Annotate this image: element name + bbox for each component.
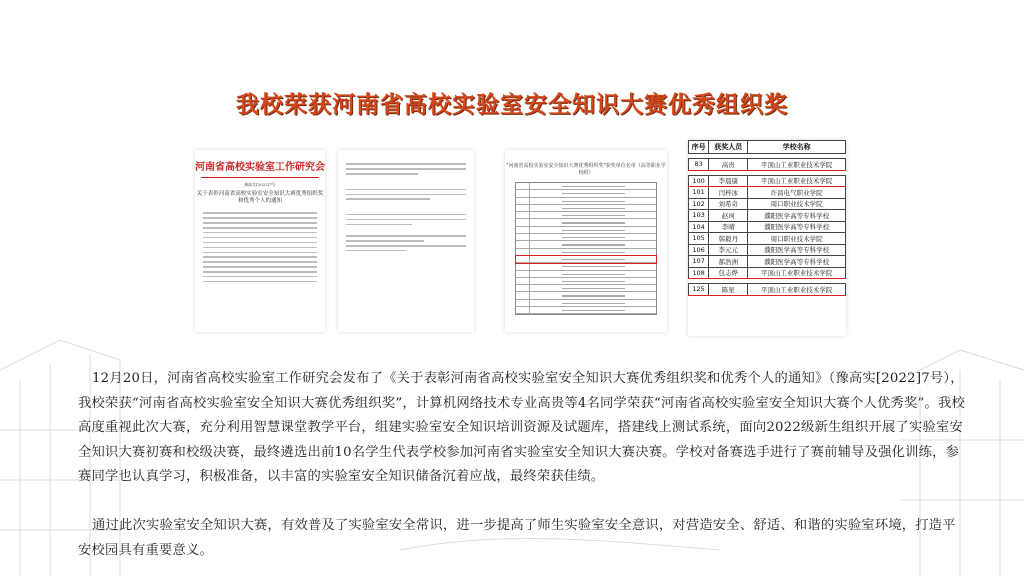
individual-award-table-image xyxy=(688,140,846,336)
award-unit-list-image xyxy=(505,150,667,332)
winner-name: 李元元 xyxy=(709,244,748,256)
highlighted-school-row xyxy=(516,256,656,263)
table-row xyxy=(689,198,846,210)
row-number: 101 xyxy=(689,187,709,199)
table-row xyxy=(689,284,846,296)
award-unit-table xyxy=(515,182,657,315)
school-name: 周口职业技术学院 xyxy=(748,233,846,245)
row-number: 104 xyxy=(689,221,709,233)
table-row xyxy=(689,244,846,256)
winner-name: 闫梓冰 xyxy=(709,187,748,199)
column-header: 学校名称 xyxy=(748,141,846,154)
school-name: 平顶山工业职业技术学院 xyxy=(748,267,846,279)
table-row xyxy=(689,256,846,268)
school-name: 平顶山工业职业技术学院 xyxy=(748,159,846,171)
winner-name: 陈星 xyxy=(709,284,748,296)
winner-name: 赵珂 xyxy=(709,210,748,222)
school-name: 平顶山工业职业技术学院 xyxy=(748,284,846,296)
school-name: 濮阳医学高等专科学校 xyxy=(748,210,846,222)
winner-name: 韩毅丹 xyxy=(709,233,748,245)
row-number: 103 xyxy=(689,210,709,222)
table-row xyxy=(689,175,846,187)
winner-name: 李晨康 xyxy=(709,175,748,187)
school-name: 濮阳医学高等专科学校 xyxy=(748,244,846,256)
row-number: 125 xyxy=(689,284,709,296)
column-header: 获奖人员 xyxy=(709,141,748,154)
notice-page-two-image xyxy=(338,150,474,332)
school-name: 濮阳医学高等专科学校 xyxy=(748,256,846,268)
row-number: 108 xyxy=(689,267,709,279)
document-header: 河南省高校实验室工作研究会 xyxy=(195,162,325,173)
winner-name: 高贵 xyxy=(709,159,748,171)
award-list-title: "河南省高校实验室安全知识大赛优秀组织奖"获奖单位名单（高等职业学校组） xyxy=(506,163,666,176)
article-paragraph: 通过此次实验室安全知识大赛，有效普及了实验室安全常识，进一步提高了师生实验室安全意识，对营造安全、舒适、和谐的实验室环境，打造平安校园具有重要意义。 xyxy=(78,518,956,558)
document-text-lines xyxy=(195,205,325,290)
table-row xyxy=(689,267,846,279)
school-name: 平顶山工业职业技术学院 xyxy=(748,175,846,187)
row-number: 105 xyxy=(689,233,709,245)
page-title: 我校荣获河南省高校实验室安全知识大赛优秀组织奖 xyxy=(236,92,788,118)
column-header: 序号 xyxy=(689,141,709,154)
winner-name: 包志烨 xyxy=(709,267,748,279)
row-number: 106 xyxy=(689,244,709,256)
school-name: 周口职业技术学院 xyxy=(748,198,846,210)
notice-document-image xyxy=(195,150,325,332)
winner-name: 李晴 xyxy=(709,221,748,233)
winner-name: 刘希奇 xyxy=(709,198,748,210)
header-rule xyxy=(201,177,319,178)
document-text-lines xyxy=(338,150,474,259)
school-name: 濮阳医学高等专科学校 xyxy=(748,221,846,233)
school-name: 许昌电气职业学院 xyxy=(748,187,846,199)
row-number: 102 xyxy=(689,198,709,210)
document-number: 豫高实[2022]7号 xyxy=(244,182,276,187)
table-row xyxy=(689,187,846,199)
table-row xyxy=(689,159,846,171)
winner-name: 郝浩洲 xyxy=(709,256,748,268)
table-row xyxy=(689,233,846,245)
table-row xyxy=(689,221,846,233)
row-number: 100 xyxy=(689,175,709,187)
individual-award-table xyxy=(688,140,846,296)
table-row xyxy=(689,210,846,222)
document-heading: 关于表彰河南省高校实验室安全知识大赛优秀组织奖和优秀个人的通知 xyxy=(196,191,324,204)
row-number: 83 xyxy=(689,159,709,171)
table-header-row xyxy=(689,141,846,154)
row-number: 107 xyxy=(689,256,709,268)
article-paragraph: 12月20日，河南省高校实验室工作研究会发布了《关于表彰河南省高校实验室安全知识大赛优秀组织奖和优秀个人的通知》（豫高实[2022]7号），我校荣获“河南省高校实验室安全知识大赛优秀组织奖”，计算机网络技术专业高贵等4名同学荣获“河南省高校实验室安全知识大赛个人优秀奖”。我校高度重视此次大赛，充分利用智慧课堂教学平台，组建实验室安全知识培训资源及试题库，搭建线上测试系统，面向2022级新生组织开展了实验室安全知识大赛初赛和校级决赛，最终遴选出前10名学生代表学校参加河南省实验室安全知识大赛决赛。学校对备赛选手进行了赛前辅导及强化训练，参赛同学也认真学习，积极准备，以丰富的实验室安全知识储备沉着应战，最终荣获佳绩。 xyxy=(78,371,965,484)
